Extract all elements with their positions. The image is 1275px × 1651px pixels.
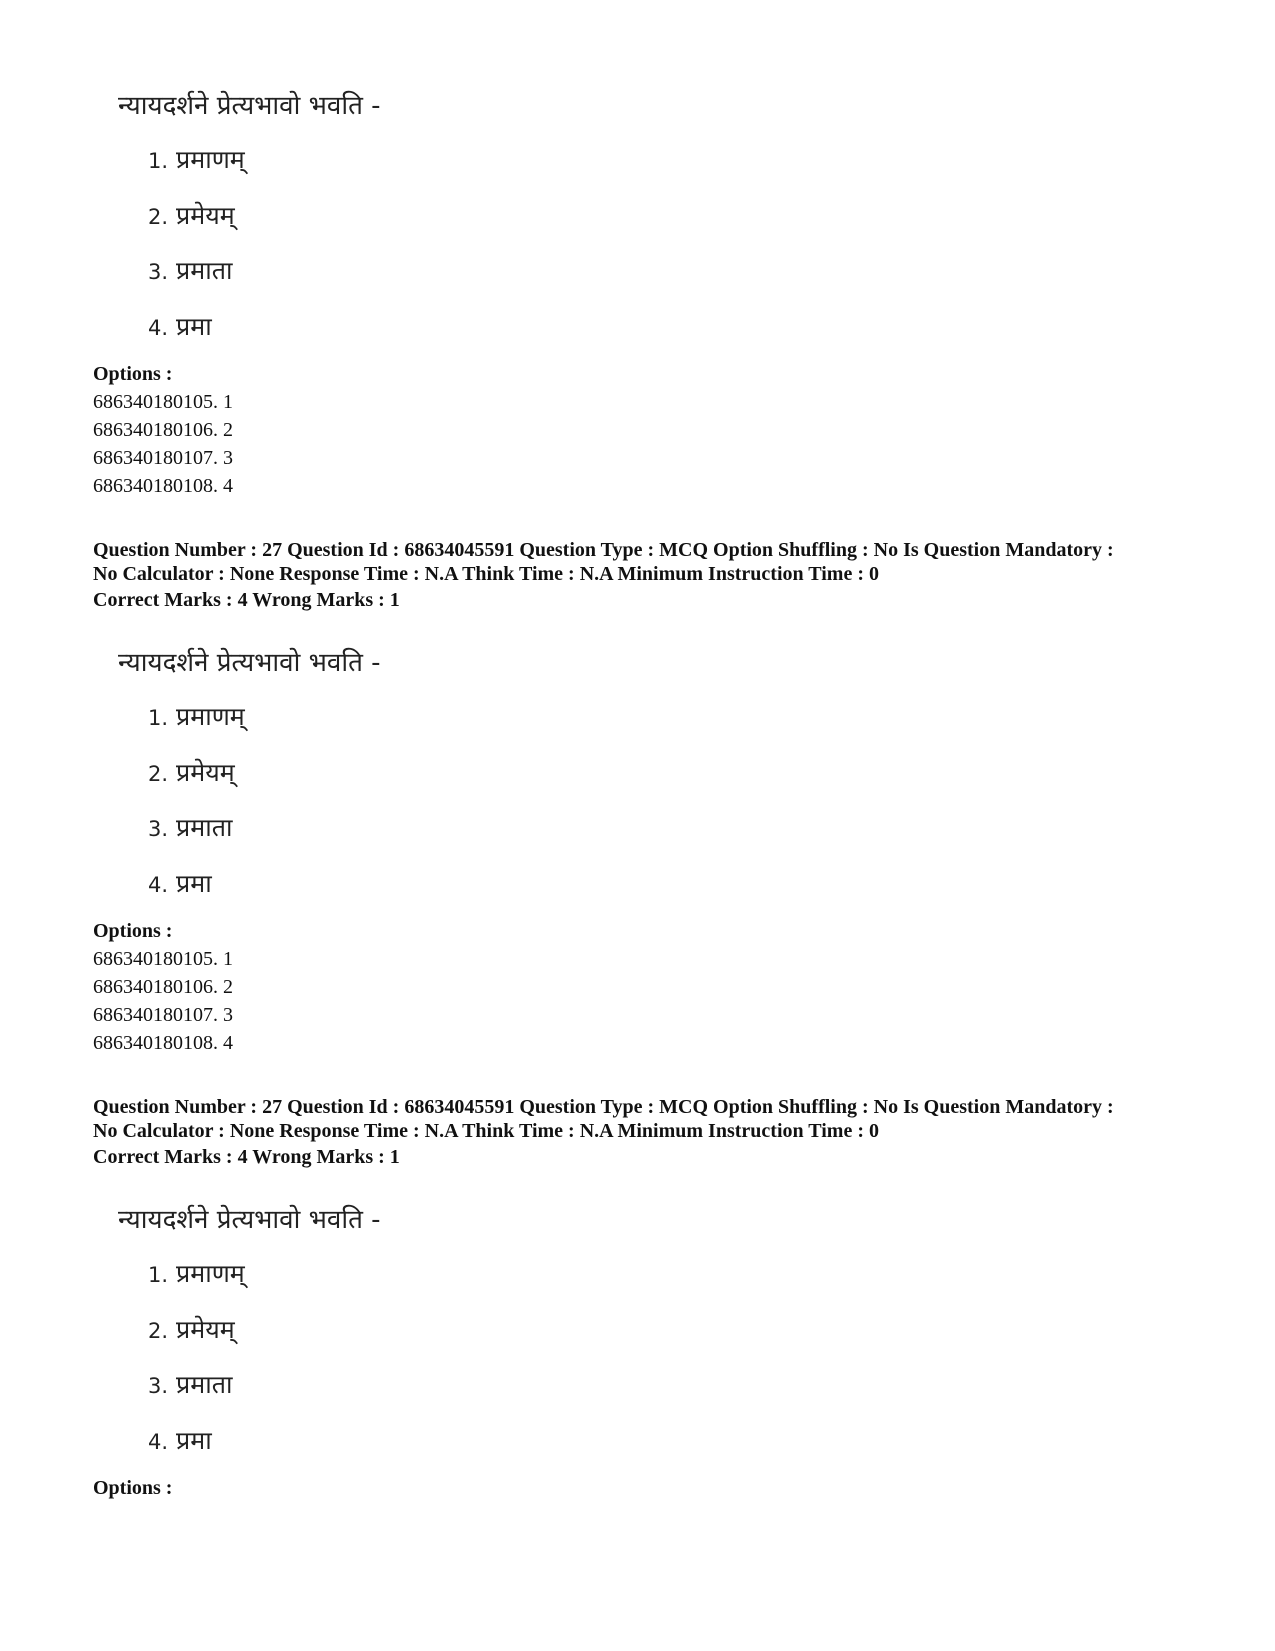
option-line: 686340180108. 4 [93, 1032, 233, 1054]
options-heading: Options : [93, 1477, 173, 1499]
question-marks: Correct Marks : 4 Wrong Marks : 1 [93, 1146, 400, 1168]
question-stem: न्यायदर्शने प्रेत्यभावो भवति - [118, 91, 381, 121]
option-line: 686340180107. 3 [93, 447, 233, 469]
option-line: 686340180106. 2 [93, 419, 233, 441]
choice-2: 2. प्रमेयम् [148, 1315, 235, 1344]
option-line: 686340180107. 3 [93, 1004, 233, 1026]
choice-4: 4. प्रमा [148, 869, 212, 898]
choice-3: 3. प्रमाता [148, 256, 233, 285]
question-stem: न्यायदर्शने प्रेत्यभावो भवति - [118, 648, 381, 678]
question-meta: Question Number : 27 Question Id : 68634045591 Question Type : MCQ Option Shuffling : No Is Question Mandatory : No Calculator : None Response Time : N.A Think Time : N.A Minimum Instruction Time : 0 [93, 1096, 1114, 1142]
choice-2: 2. प्रमेयम् [148, 758, 235, 787]
option-line: 686340180105. 1 [93, 948, 233, 970]
choice-4: 4. प्रमा [148, 312, 212, 341]
choice-1: 1. प्रमाणम् [148, 702, 245, 731]
question-meta: Question Number : 27 Question Id : 68634045591 Question Type : MCQ Option Shuffling : No Is Question Mandatory : No Calculator : None Response Time : N.A Think Time : N.A Minimum Instruction Time : 0 [93, 539, 1114, 585]
options-heading: Options : [93, 920, 173, 942]
option-line: 686340180108. 4 [93, 475, 233, 497]
option-line: 686340180105. 1 [93, 391, 233, 413]
choice-3: 3. प्रमाता [148, 813, 233, 842]
question-marks: Correct Marks : 4 Wrong Marks : 1 [93, 589, 400, 611]
question-stem: न्यायदर्शने प्रेत्यभावो भवति - [118, 1205, 381, 1235]
choice-1: 1. प्रमाणम् [148, 1259, 245, 1288]
option-line: 686340180106. 2 [93, 976, 233, 998]
options-heading: Options : [93, 363, 173, 385]
choice-1: 1. प्रमाणम् [148, 145, 245, 174]
choice-4: 4. प्रमा [148, 1426, 212, 1455]
choice-3: 3. प्रमाता [148, 1370, 233, 1399]
choice-2: 2. प्रमेयम् [148, 201, 235, 230]
